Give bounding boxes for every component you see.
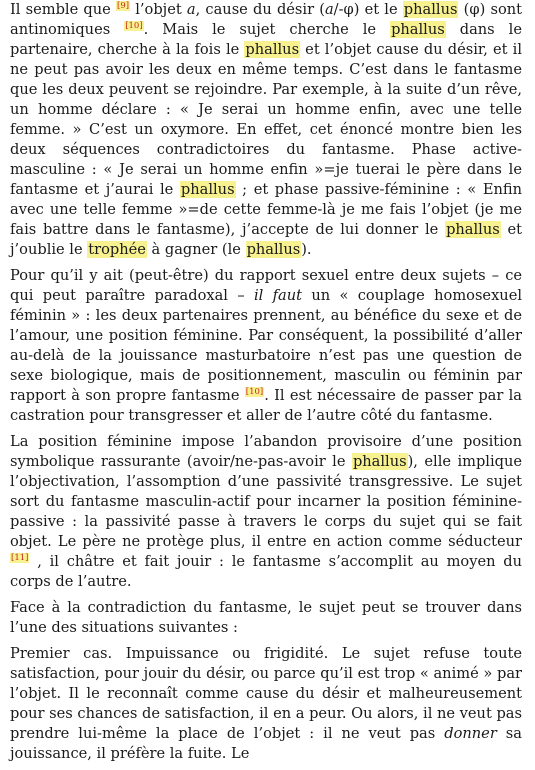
- highlighted-term: phallus: [446, 221, 500, 238]
- paragraph-3: [10, 432, 522, 592]
- footnote-link[interactable]: [10]: [245, 387, 264, 397]
- italic-text: il faut: [253, 287, 302, 304]
- highlighted-term: phallus: [403, 1, 458, 18]
- text-run: et j’oublie le: [10, 221, 522, 258]
- italic-text: a: [186, 1, 196, 18]
- document-page: [10, 0, 522, 770]
- text-run: (φ) sont antinomiques: [10, 1, 522, 38]
- text-run: , cause du désir (: [195, 1, 325, 18]
- text-run: ), elle implique l’objectivation, l’assomption d’une passivité transgressive. Le sujet sort du fantasme masculin-actif pour incarner la position féminine-passive : la passivité passe à travers le corps du sujet qui se fait objet. Le père ne protège plus, il entre en action comme séducteur: [10, 453, 523, 550]
- text-run: . Mais le sujet cherche le: [143, 21, 391, 38]
- highlighted-term: phallus: [246, 241, 301, 258]
- highlighted-term: phallus: [352, 453, 407, 470]
- highlighted-term: phallus: [245, 41, 300, 58]
- highlighted-term: trophée: [88, 241, 146, 258]
- text-run: sa jouissance, il préfère la fuite. Le: [10, 725, 522, 762]
- text-run: ; et phase passive-féminine : « Enfin avec une telle femme »=de cette femme-là je me fais l’objet (je me fais battre dans le fantasme), j’accepte de lui donner le: [10, 181, 522, 238]
- text-run: dans le partenaire, cherche à la fois le: [10, 21, 522, 58]
- italic-text: a: [324, 1, 334, 18]
- text-run: Face à la contradiction du fantasme, le sujet peut se trouver dans l’une des situations suivantes :: [10, 599, 522, 636]
- italic-text: donner: [444, 725, 497, 742]
- footnote-link[interactable]: [11]: [11, 553, 29, 563]
- paragraph-1: [10, 0, 522, 260]
- text-run: et l’objet cause du désir, et il ne peut pas avoir les deux en même temps. C’est dans le fantasme que les deux peuvent se rejoindre. Par exemple, à la suite d’un rêve, un homme déclare : « Je serai un homme enfin, avec une telle femme. » C’est un oxymore. En effet, cet énoncé montre bien les deux séquences contradictoires du fantasme. Phase active-masculine : « Je serai un homme enfin »=je tuerai le père dans le fantasme et j’aurai le: [10, 41, 523, 198]
- text-run: Il semble que: [10, 1, 116, 18]
- text-run: ).: [301, 241, 312, 258]
- paragraph-5: [10, 644, 522, 764]
- highlighted-term: phallus: [391, 21, 445, 38]
- text-run: l’objet: [130, 1, 187, 18]
- text-run: La position féminine impose l’abandon provisoire d’une position symbolique rassurante (avoir/ne-pas-avoir le: [10, 433, 522, 470]
- paragraph-2: [10, 266, 522, 426]
- footnote-link[interactable]: [9]: [117, 1, 130, 11]
- text-run: , il châtre et fait jouir : le fantasme s’accomplit au moyen du corps de l’autre.: [10, 553, 522, 590]
- text-run: à gagner (le: [146, 241, 246, 258]
- highlighted-term: phallus: [180, 181, 235, 198]
- footnote-link[interactable]: [10]: [125, 21, 143, 31]
- text-run: . Il est nécessaire de passer par la castration pour transgresser et aller de l’autre côté du fantasme.: [10, 387, 522, 424]
- paragraph-4: [10, 598, 522, 638]
- text-run: un « couplage homosexuel féminin » : les deux partenaires prennent, au bénéfice du sexe et de l’amour, une position féminine. Par conséquent, la possibilité d’aller au-delà de la jouissance masturbatoire n’est pas une question de sexe biologique, mais de positionnement, masculin ou féminin par rapport à son propre fantasme: [10, 287, 522, 404]
- text-run: Premier cas. Impuissance ou frigidité. Le sujet refuse toute satisfaction, pour jouir du désir, ou parce qu’il est trop « animé » par l’objet. Il le reconnaît comme cause du désir et malheureusement pour ses chances de satisfaction, il en a peur. Ou alors, il ne veut pas prendre lui-même la place de l’objet : il ne veut pas: [10, 645, 522, 742]
- text-run: /-φ) et le: [333, 1, 403, 18]
- text-run: Pour qu’il y ait (peut-être) du rapport sexuel entre deux sujets – ce qui peut paraître paradoxal –: [10, 267, 522, 304]
